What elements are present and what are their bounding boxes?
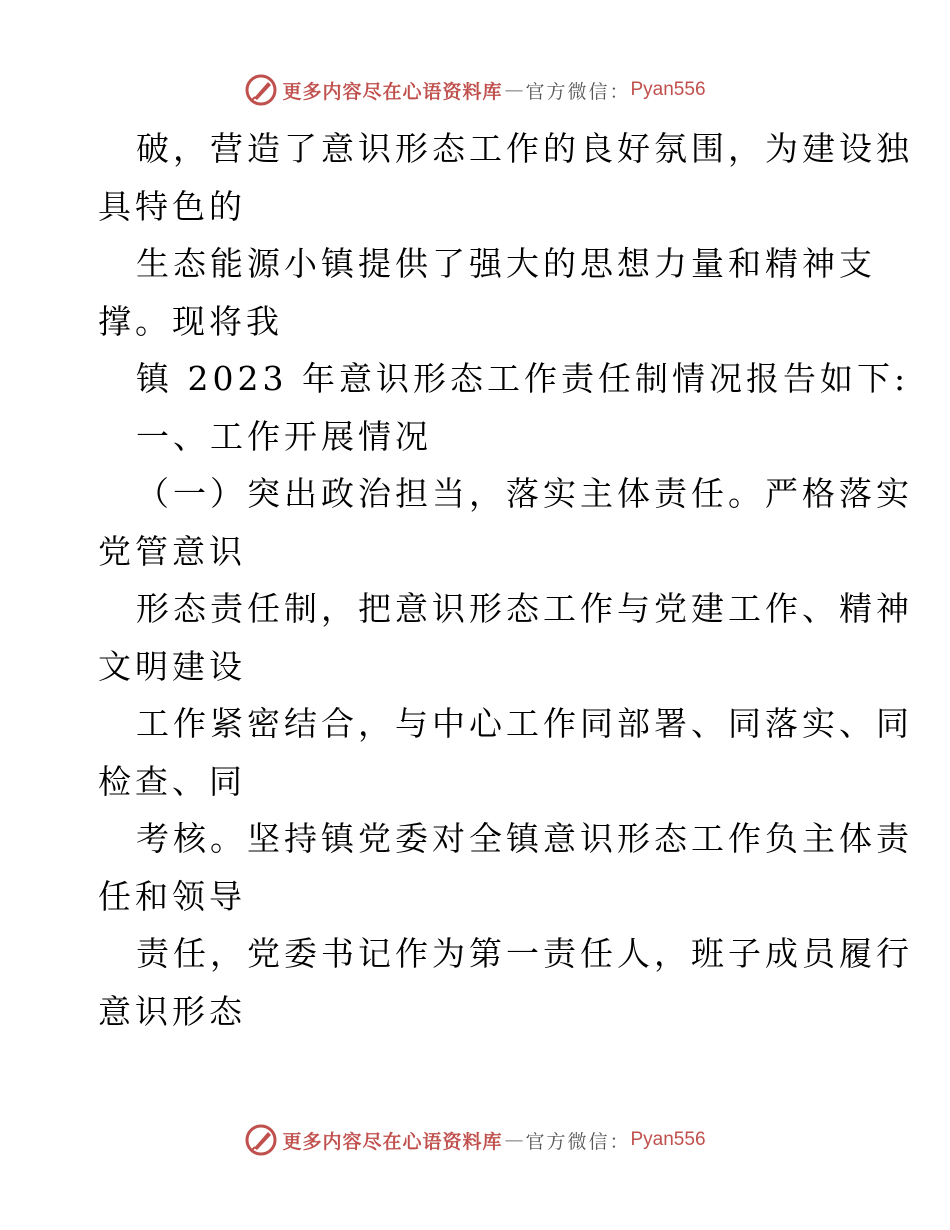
header-banner xyxy=(0,70,950,110)
header-brand-text: 更多内容尽在心语资料库 xyxy=(282,80,503,103)
footer-dash: — xyxy=(504,1129,524,1151)
text-line: 责任，党委书记作为第一责任人，班子成员履行 xyxy=(136,934,913,973)
text-line: 意识形态 xyxy=(98,991,246,1031)
footer-wechat-label: 官方微信： xyxy=(525,1130,631,1153)
footer-wechat-id: Pyan556 xyxy=(630,1129,706,1150)
text-line: 党管意识 xyxy=(98,531,246,571)
feather-pen-logo-icon xyxy=(244,73,278,107)
text-line: 生态能源小镇提供了强大的思想力量和精神支 xyxy=(136,244,876,283)
text-line: 破，营造了意识形态工作的良好氛围，为建设独 xyxy=(136,129,913,168)
text-line: 撑。现将我 xyxy=(98,301,283,341)
feather-pen-logo-icon xyxy=(244,1123,278,1157)
document-body xyxy=(98,120,913,1040)
text-line: 检查、同 xyxy=(98,761,246,801)
header-wechat-label: 官方微信： xyxy=(525,80,631,103)
text-line: （一）突出政治担当，落实主体责任。严格落实 xyxy=(136,474,913,513)
section-heading: 一、工作开展情况 xyxy=(136,416,432,456)
text-line: 文明建设 xyxy=(98,646,246,686)
text-line: 工作紧密结合，与中心工作同部署、同落实、同 xyxy=(136,704,913,743)
text-line: 考核。坚持镇党委对全镇意识形态工作负主体责 xyxy=(136,819,913,858)
footer-brand-text: 更多内容尽在心语资料库 xyxy=(282,1130,503,1153)
text-line: 任和领导 xyxy=(98,876,246,916)
text-line: 形态责任制，把意识形态工作与党建工作、精神 xyxy=(136,589,913,628)
text-line: 具特色的 xyxy=(98,186,246,226)
header-dash: — xyxy=(504,79,524,101)
text-line: 镇 2023 年意识形态工作责任制情况报告如下: xyxy=(136,359,910,398)
footer-banner xyxy=(0,1120,950,1160)
header-wechat-id: Pyan556 xyxy=(630,79,706,100)
